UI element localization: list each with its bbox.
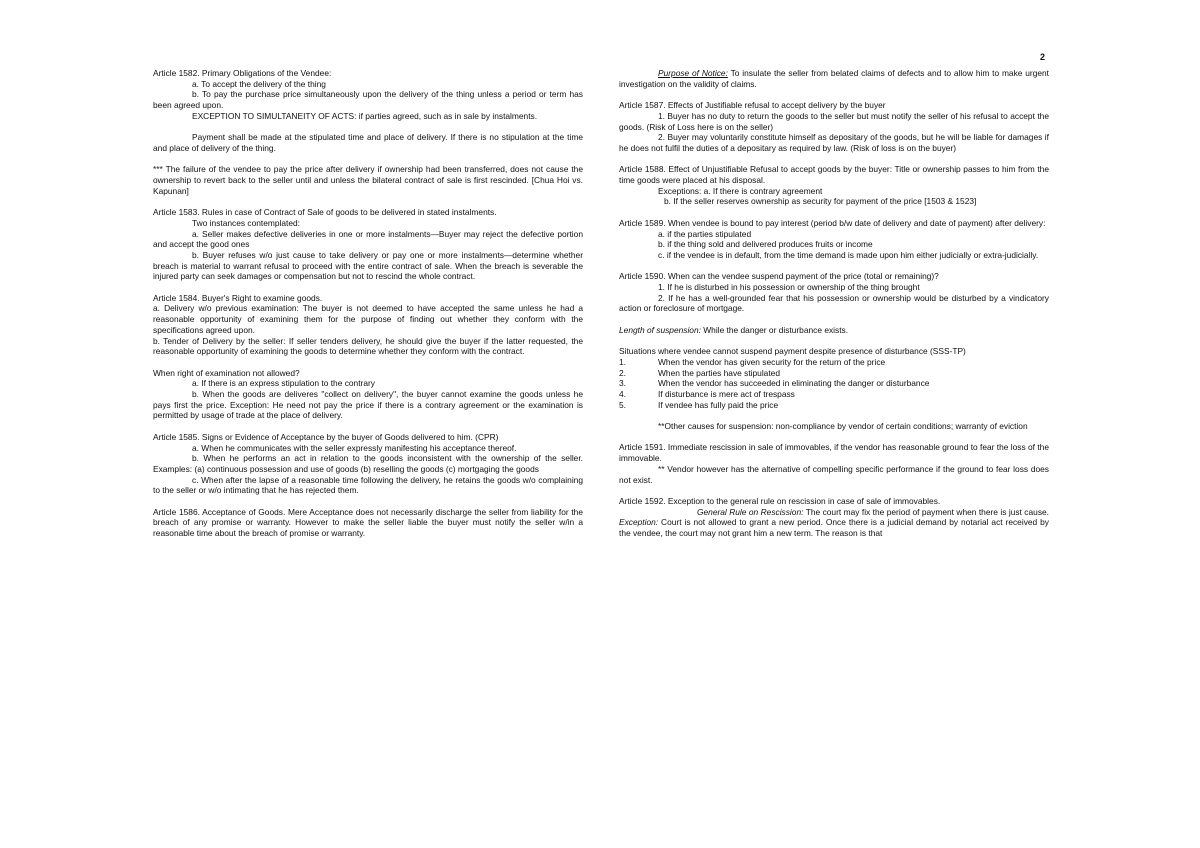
article-1591: Article 1591. Immediate rescission in sale of immovables, if the vendor has reasonable ground to fear the loss of the immovable. — [619, 442, 1049, 464]
article-1589-title: Article 1589. When vendee is bound to pay interest (period b/w date of delivery and date of payment) after delivery: — [619, 217, 1046, 228]
article-1590-2: 2. If he has a well-grounded fear that his possession or ownership would be disturbed by a vindicatory action or foreclosure of mortgage. — [619, 292, 1049, 314]
general-rule-label: General Rule on Rescission: — [697, 506, 804, 517]
article-1582-a: a. To accept the delivery of the thing — [192, 78, 326, 89]
situation-item: 5. If vendee has fully paid the price — [619, 399, 779, 410]
article-1582-exception: EXCEPTION TO SIMULTANEITY OF ACTS: if parties agreed, such as in sale by instalments. — [192, 110, 538, 121]
length-of-suspension — [619, 325, 1049, 336]
article-1582-b: b. To pay the purchase price simultaneously upon the delivery of the thing unless a period or term has been agreed upon. — [153, 89, 583, 111]
purpose-text: To insulate the seller from belated claims of defects and to allow him to make urgent investigation on the validity of claims. — [619, 68, 1050, 89]
examination-a: a. If there is an express stipulation to the contrary — [192, 378, 375, 389]
article-1583-two-instances: Two instances contemplated: — [192, 217, 301, 228]
article-1584-title: Article 1584. Buyer's Right to examine goods. — [153, 292, 323, 303]
article-1588-b: b. If the seller reserves ownership as security for payment of the price [1503 & 1523] — [664, 196, 977, 207]
article-1589-a: a. if the parties stipulated — [658, 228, 752, 239]
article-1585-title: Article 1585. Signs or Evidence of Acceptance by the buyer of Goods delivered to him. (CPR) — [153, 431, 499, 442]
situation-item: 4. If disturbance is mere act of trespass — [619, 389, 795, 399]
page-number: 2 — [1040, 52, 1046, 62]
article-1584-a: a. Delivery w/o previous examination: The buyer is not deemed to have accepted the same unless he had a reasonable opportunity of examining them for the purpose of finding out whether they conform with the specifications agreed upon. — [153, 303, 583, 335]
article-1588-title: Article 1588. Effect of Unjustifiable Refusal to accept goods by the buyer: Title or ownership passes to him from the time goods were placed at his disposal. — [619, 164, 1049, 185]
article-1587-title: Article 1587. Effects of Justifiable refusal to accept delivery by the buyer — [619, 100, 886, 111]
exception-text: Court is not allowed to grant a new period. Once there is a judicial demand by notarial act received by the vendee, the court may not grant him a new term. The reason is that — [619, 517, 1049, 539]
article-1582-title: Article 1582. Primary Obligations of the Vendee: — [153, 68, 332, 78]
article-1583-b: b. Buyer refuses w/o just cause to take delivery or pay one or more instalments—determine whether breach is material to warrant refusal to proceed with the entire contract of sale. When the breach is severable the injured party can seek damages or compensation but not to rescind the whole contract. — [153, 249, 583, 282]
purpose-label: Purpose of Notice: — [658, 68, 728, 78]
right-column — [619, 68, 1049, 539]
article-1583-title: Article 1583. Rules in case of Contract of Sale of goods to be delivered in stated instalments. — [153, 207, 497, 218]
general-rule-text: The court may fix the period of payment when there is just cause. — [803, 506, 1049, 517]
article-1586: Article 1586. Acceptance of Goods. Mere Acceptance does not necessarily discharge the seller from liability for the breach of any promise or warranty. However to make the seller liable the buyer must notify the seller w/in a reasonable time about the breach of promise or warranty. — [153, 506, 583, 539]
length-text: While the danger or disturbance exists. — [700, 324, 849, 335]
article-1585-a: a. When he communicates with the seller expressly manifesting his acceptance thereof. — [192, 442, 517, 453]
article-1591-note: ** Vendor however has the alternative of compelling specific performance if the ground to fear loss does not exist. — [619, 463, 1049, 485]
examination-b: b. When the goods are deliveres "collect on delivery", the buyer cannot examine the goods unless he pays first the price. Exception: He need not pay the price if there is a contrary agreement or the examination is permitted by usage of trade at the place of delivery. — [153, 389, 583, 421]
situations-title: Situations where vendee cannot suspend payment despite presence of disturbance (SSS-TP) — [619, 346, 966, 357]
exception-label: Exception: — [619, 517, 659, 528]
article-1590-title: Article 1590. When can the vendee suspend payment of the price (total or remaining)? — [619, 271, 939, 282]
article-1587-2: 2. Buyer may voluntarily constitute himself as depositary of the goods, but he will be liable for damages if he does not fulfil the duties of a depositary as required by law. (Risk of loss is on the buyer) — [619, 132, 1049, 153]
situation-item: 3. When the vendor has succeeded in eliminating the danger or disturbance — [619, 378, 930, 389]
article-1587-1: 1. Buyer has no duty to return the goods to the seller but must notify the seller of his refusal to accept the goods. (Risk of Loss here is on the seller) — [619, 110, 1049, 132]
article-1588-exceptions: Exceptions: a. If there is contrary agreement — [658, 185, 823, 196]
article-1582-note: *** The failure of the vendee to pay the price after delivery if ownership had been transferred, does not cause the ownership to revert back to the seller until and unless the bilateral contract of sale is first rescinded. [Chua Hoi vs. Kapunan] — [153, 164, 583, 196]
article-1592-title: Article 1592. Exception to the general rule on rescission in case of sale of immovables. — [619, 495, 941, 506]
article-1585-b: b. When he performs an act in relation to the goods inconsistent with the ownership of the seller. Examples: (a) continuous possession and use of goods (b) reselling the goods (c) mortgaging the goods — [153, 453, 583, 474]
purpose-of-notice — [619, 68, 1049, 89]
article-1589-b: b. if the thing sold and delivered produces fruits or income — [658, 239, 873, 250]
article-1582-payment: Payment shall be made at the stipulated time and place of delivery. If there is no stipulation at the time and place of delivery of the thing. — [153, 132, 583, 153]
other-causes: **Other causes for suspension: non-compliance by vendor of certain conditions; warranty of eviction — [658, 421, 1028, 432]
left-column — [153, 68, 583, 539]
article-1585-c: c. When after the lapse of a reasonable time following the delivery, he retains the goods w/o complaining to the seller or w/o intimating that he has rejected them. — [153, 474, 583, 496]
article-1590-1: 1. If he is disturbed in his possession or ownership of the thing brought — [658, 282, 920, 292]
article-1583-a: a. Seller makes defective deliveries in one or more instalments—Buyer may reject the defective portion and accept the good ones — [153, 228, 583, 250]
situation-item: 1. When the vendor has given security for the return of the price — [619, 356, 886, 367]
article-1589-c: c. if the vendee is in default, from the time demand is made upon him either judicially or extra-judicially. — [658, 249, 1039, 260]
situation-item: 2. When the parties have stipulated — [619, 367, 780, 378]
length-label: Length of suspension: — [619, 324, 701, 335]
examination-title: When right of examination not allowed? — [153, 367, 300, 378]
article-1584-b: b. Tender of Delivery by the seller: If seller tenders delivery, he should give the buyer if the latter requested, the reasonable opportunity of examining the goods to determine whether they conform with the contract. — [153, 335, 583, 357]
article-1592-body — [619, 507, 1049, 539]
